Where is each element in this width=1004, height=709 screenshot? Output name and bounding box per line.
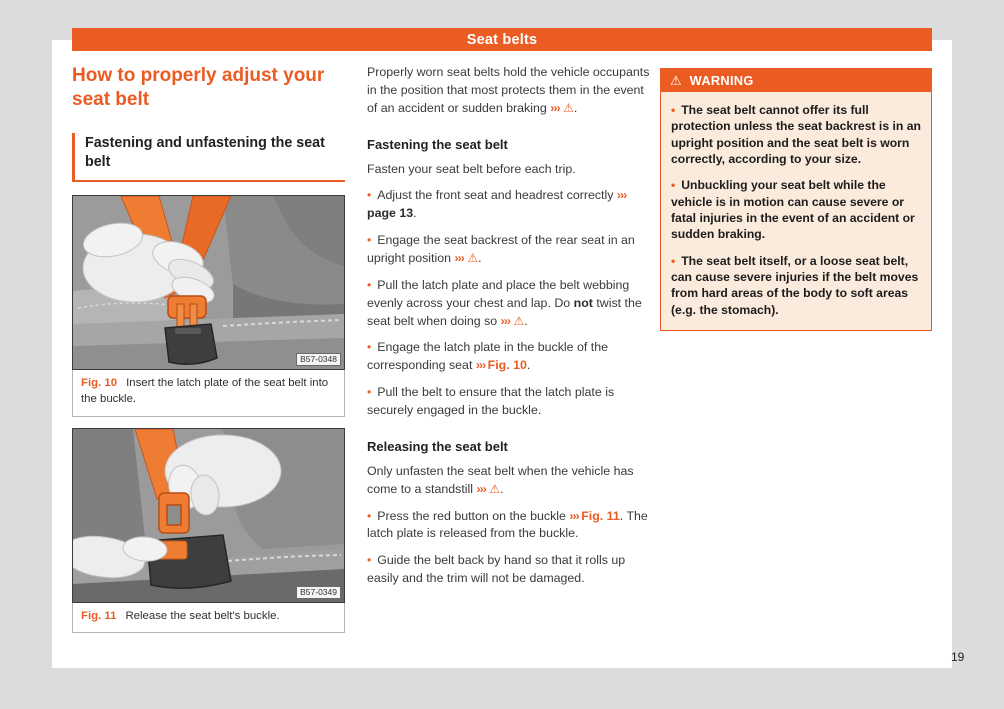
figure-11-caption-text: Release the seat belt's buckle. bbox=[125, 609, 280, 622]
right-column bbox=[660, 68, 932, 331]
bullet-dot: • bbox=[671, 178, 676, 193]
figure-11-caption bbox=[72, 603, 345, 634]
figure-10-caption bbox=[72, 370, 345, 416]
bullet-item: • Pull the latch plate and place the belt webbing evenly across your chest and lap. Do not twist the seat belt when doing so ››› ⚠. bbox=[367, 277, 642, 328]
figure-10-caption-text: Insert the latch plate of the seat belt into the buckle. bbox=[81, 377, 329, 405]
bullet-dot: • bbox=[367, 277, 372, 292]
warning-triangle-icon: ⚠ bbox=[670, 72, 682, 88]
left-column bbox=[72, 58, 345, 633]
bullet-dot: • bbox=[671, 253, 676, 268]
bullet-item: • Guide the belt back by hand so that it rolls up easily and the trim will not be damaged. bbox=[367, 553, 626, 586]
figure-10-label: Fig. 10 bbox=[81, 377, 118, 390]
figure-11-image bbox=[72, 428, 345, 603]
bullet-dot: • bbox=[367, 340, 372, 355]
bullet-dot: • bbox=[671, 103, 676, 117]
middle-column bbox=[367, 64, 650, 597]
figure-10-image-code: B57-0348 bbox=[296, 353, 341, 366]
paragraph: Only unfasten the seat belt when the vehicle has come to a standstill ››› ⚠. bbox=[367, 463, 634, 496]
seatbelt-buckle-insert-illustration bbox=[73, 196, 344, 369]
warning-bullet-item: • The seat belt itself, or a loose seat belt, can cause severe injuries if the belt moves from hard areas of the body to soft areas (e.g. the stomach). bbox=[671, 253, 919, 317]
bullet-item: • Adjust the front seat and headrest correctly ››› page 13. bbox=[367, 188, 627, 221]
bullet-dot: • bbox=[367, 188, 372, 203]
figure-11-label: Fig. 11 bbox=[81, 609, 117, 622]
warning-box bbox=[660, 68, 932, 331]
section-title: Seat belts bbox=[466, 31, 538, 48]
bullet-dot: • bbox=[367, 233, 372, 248]
page-number: 19 bbox=[951, 650, 965, 664]
section-header-bar bbox=[72, 28, 932, 51]
subsection-heading: Fastening and unfastening the seat belt bbox=[72, 133, 345, 182]
bullet-dot: • bbox=[367, 508, 372, 523]
figure-10 bbox=[72, 195, 345, 416]
warning-items bbox=[660, 92, 932, 331]
paragraph: Fasten your seat belt before each trip. bbox=[367, 161, 576, 176]
bullet-dot: • bbox=[367, 385, 372, 400]
bullet-item: • Press the red button on the buckle ››› Fig. 11. The latch plate is released from the buckle. bbox=[367, 508, 648, 541]
bullet-item: • Engage the seat backrest of the rear seat in an upright position ››› ⚠. bbox=[367, 233, 635, 266]
warning-title: WARNING bbox=[689, 72, 754, 88]
seatbelt-buckle-release-illustration bbox=[73, 429, 344, 602]
figure-11-image-code: B57-0349 bbox=[296, 586, 341, 599]
warning-bullet-item: • Unbuckling your seat belt while the vehicle is in motion can cause severe or fatal injuries in the event of an accident or sudden braking. bbox=[671, 178, 915, 242]
page-title: How to properly adjust your seat belt bbox=[72, 65, 325, 110]
paragraph: Properly worn seat belts hold the vehicle occupants in the position that most protects them in the event of an accident or sudden braking ››› ⚠. bbox=[367, 65, 650, 115]
subheading: Releasing the seat belt bbox=[367, 438, 508, 454]
warning-bullet-item: • The seat belt cannot offer its full protection unless the seat backrest is in an upright position and the seat belt is worn correctly, according to your size. bbox=[671, 103, 921, 167]
bullet-item: • Engage the latch plate in the buckle of the corresponding seat ››› Fig. 10. bbox=[367, 340, 608, 373]
figure-10-image bbox=[72, 195, 345, 370]
subheading: Fastening the seat belt bbox=[367, 136, 508, 152]
figure-11 bbox=[72, 428, 345, 634]
bullet-dot: • bbox=[367, 553, 372, 568]
bullet-item: • Pull the belt to ensure that the latch plate is securely engaged in the buckle. bbox=[367, 385, 615, 418]
warning-header bbox=[660, 68, 932, 92]
